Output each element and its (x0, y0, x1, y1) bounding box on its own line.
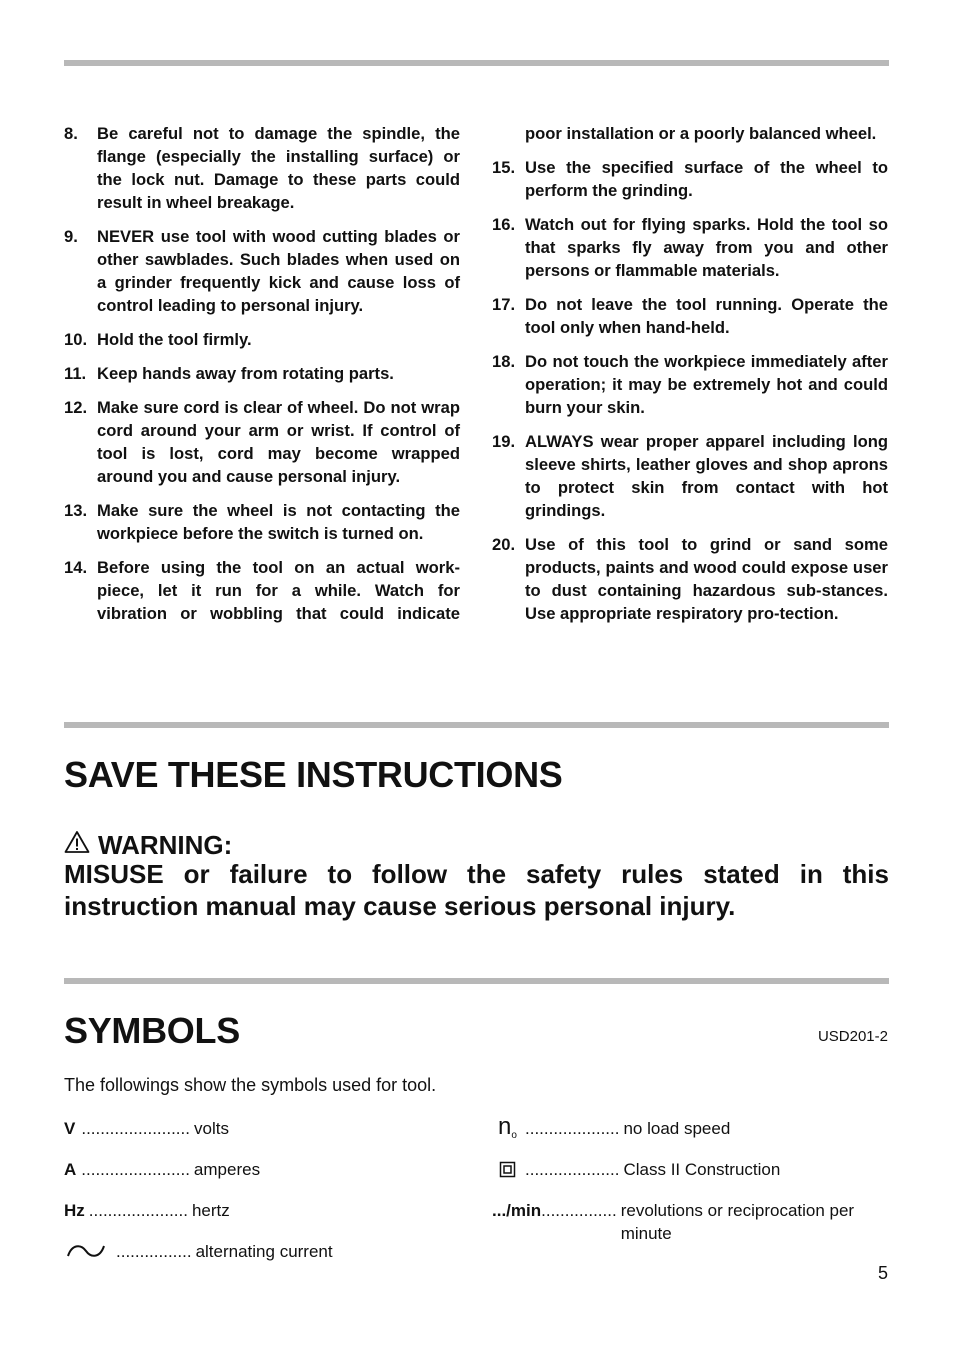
list-item: 19. ALWAYS wear proper apparel including long sleeve shirts, leather gloves and shop aprons to protect skin from contact with hot grindings. (492, 432, 888, 520)
list-item: 9. NEVER use tool with wood cutting blades or other sawblades. Such blades when used on a grinder frequently kick and cause loss of control leading to personal injury. (64, 227, 460, 315)
warning-triangle-icon (64, 830, 98, 861)
warning-label: WARNING: (98, 830, 233, 860)
class-ii-construction-icon (492, 1158, 522, 1188)
list-item: 17. Do not leave the tool running. Operate the tool only when hand-held. (492, 295, 888, 337)
list-item: 11. Keep hands away from rotating parts. (64, 364, 394, 383)
list-item: 18. Do not touch the workpiece immediately after operation; it may be extremely hot and could burn your skin. (492, 352, 888, 417)
safety-list-right (492, 122, 888, 636)
symbol-per-minute: .../min ................ revolutions or reciprocation per minute (492, 1201, 855, 1243)
list-item: 10. Hold the tool firmly. (64, 330, 252, 349)
warning-text: MISUSE or failure to follow the safety rules stated in this instruction manual may cause serious personal injury. (64, 859, 889, 921)
symbol-amperes: A ....................... amperes (64, 1160, 261, 1179)
list-item: 8. Be careful not to damage the spindle, the flange (especially the installing surface) or the lock nut. Damage to these parts could result in wheel breakage. (64, 124, 460, 212)
list-item: 14. Before using the tool on an actual work-piece, let it run for a while. Watch for vibration or wobbling that could indicate (64, 558, 460, 623)
list-item: 15. Use the specified surface of the wheel to perform the grinding. (492, 158, 888, 200)
symbols-heading: SYMBOLS (64, 1010, 240, 1051)
symbol-no-load-speed: no .................... no load speed (492, 1117, 730, 1145)
symbol-volts: V ....................... volts (64, 1119, 229, 1138)
alternating-current-icon (64, 1240, 112, 1268)
section-divider (64, 978, 889, 984)
list-item: 16. Watch out for flying sparks. Hold the tool so that sparks fly away from you and other persons or flammable materials. (492, 215, 888, 280)
symbol-hertz: Hz ..................... hertz (64, 1201, 230, 1220)
safety-list-left (64, 122, 460, 636)
warning-heading (64, 830, 232, 861)
symbol-alternating-current: ................ alternating current (64, 1240, 333, 1268)
list-item-continuation: poor installation or a poorly balanced wheel. (525, 124, 877, 143)
symbol-class-ii: .................... Class II Construction (492, 1158, 780, 1188)
page-number: 5 (877, 1263, 888, 1283)
symbols-intro: The followings show the symbols used for tool. (64, 1075, 437, 1095)
save-instructions-heading: SAVE THESE INSTRUCTIONS (64, 754, 563, 795)
top-divider (64, 60, 889, 66)
list-item: 12. Make sure cord is clear of wheel. Do not wrap cord around your arm or wrist. If control of tool is lost, cord may become wrapped around you and cause personal injury. (64, 398, 460, 486)
no-load-speed-icon: no (498, 1113, 517, 1141)
document-code: USD201-2 (817, 1028, 888, 1045)
list-item: 20. Use of this tool to grind or sand some products, paints and wood could expose user to dust containing hazardous sub-stances. Use appropriate respiratory pro-tection. (492, 535, 888, 623)
list-item: 13. Make sure the wheel is not contacting the workpiece before the switch is turned on. (64, 501, 460, 543)
section-divider (64, 722, 889, 728)
